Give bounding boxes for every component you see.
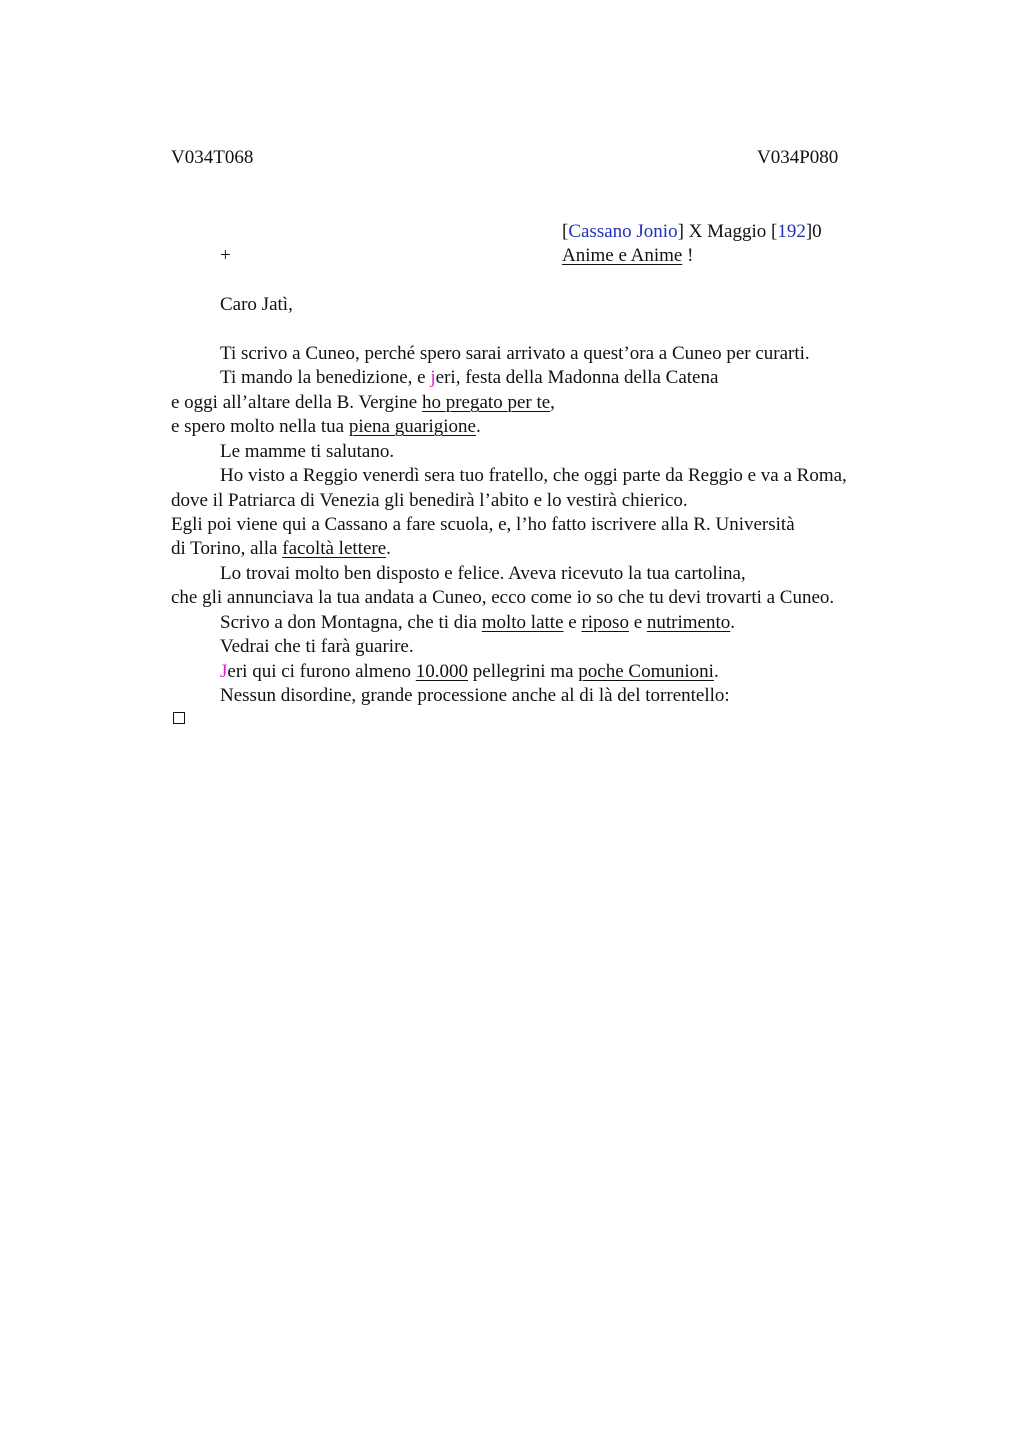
body-line-2-text-b: eri, festa della Madonna della Catena (435, 367, 719, 388)
salutation: Caro Jatì, (220, 294, 293, 315)
body-line-12-text-d: . (730, 612, 736, 633)
body-line-4-text-b: . (475, 416, 481, 437)
dateline-month: ] X Maggio [ (677, 221, 778, 242)
dateline (562, 220, 822, 244)
underlined-phrase: piena guarigione (348, 416, 476, 437)
underlined-phrase: nutrimento (646, 612, 731, 633)
dateline-open-bracket: [ (562, 221, 569, 242)
body-line-3-text-b: , (550, 392, 555, 413)
body-line-9-text-a: di Torino, alla (171, 538, 283, 559)
correction-letter: j (430, 367, 436, 388)
body-line-1: Ti scrivo a Cuneo, perché spero sarai arrivato a quest’ora a Cuneo per curarti. (220, 343, 810, 364)
body-line-3-text-a: e oggi all’altare della B. Vergine (171, 392, 422, 413)
dateline-year-end: ]0 (805, 221, 822, 242)
body-line-12-text-c: e (628, 612, 647, 633)
body-line-9 (171, 537, 391, 561)
body-line-14-text-b: pellegrini ma (468, 661, 579, 682)
underlined-phrase: ho pregato per te (421, 392, 551, 413)
motto (562, 244, 693, 268)
cross-symbol: + (220, 245, 231, 266)
body-line-14-text-a: eri qui ci furono almeno (227, 661, 416, 682)
body-line-2 (220, 366, 718, 390)
motto-after: ! (682, 245, 694, 266)
underlined-number: 10.000 (415, 661, 469, 682)
body-line-14 (220, 660, 719, 684)
body-line-14-text-c: . (713, 661, 719, 682)
body-line-11: che gli annunciava la tua andata a Cuneo, ecco come io so che tu devi trovarti a Cuneo. (171, 587, 835, 608)
empty-square-icon (173, 712, 185, 724)
document-code-right: V034P080 (757, 147, 839, 168)
correction-letter: J (220, 661, 228, 682)
motto-text: Anime e Anime (562, 245, 683, 266)
body-line-4 (171, 415, 481, 439)
body-line-12-text-a: Scrivo a don Montagna, che ti dia (220, 612, 482, 633)
body-line-13: Vedrai che ti farà guarire. (220, 636, 414, 657)
underlined-phrase: facoltà lettere (282, 538, 387, 559)
body-line-12-text-b: e (563, 612, 582, 633)
dateline-year-part: 192 (777, 221, 806, 242)
body-line-8: Egli poi viene qui a Cassano a fare scuola, e, l’ho fatto iscrivere alla R. Università (171, 514, 795, 535)
body-line-5: Le mamme ti salutano. (220, 441, 395, 462)
underlined-phrase: molto latte (481, 612, 564, 633)
body-line-6: Ho visto a Reggio venerdì sera tuo fratello, che oggi parte da Reggio e va a Roma, (220, 465, 847, 486)
underlined-phrase: poche Comunioni (578, 661, 714, 682)
body-line-15: Nessun disordine, grande processione anche al di là del torrentello: (220, 685, 730, 706)
body-line-9-text-b: . (386, 538, 391, 559)
underlined-phrase: riposo (581, 612, 629, 633)
body-line-2-text-a: Ti mando la benedizione, e (220, 367, 431, 388)
dateline-place: Cassano Jonio (568, 221, 678, 242)
body-line-12 (220, 611, 735, 635)
body-line-10: Lo trovai molto ben disposto e felice. Aveva ricevuto la tua cartolina, (220, 563, 746, 584)
body-line-7: dove il Patriarca di Venezia gli benedirà l’abito e lo vestirà chierico. (171, 490, 688, 511)
body-line-3 (171, 391, 555, 415)
document-code-left: V034T068 (171, 147, 254, 168)
body-line-4-text-a: e spero molto nella tua (171, 416, 349, 437)
